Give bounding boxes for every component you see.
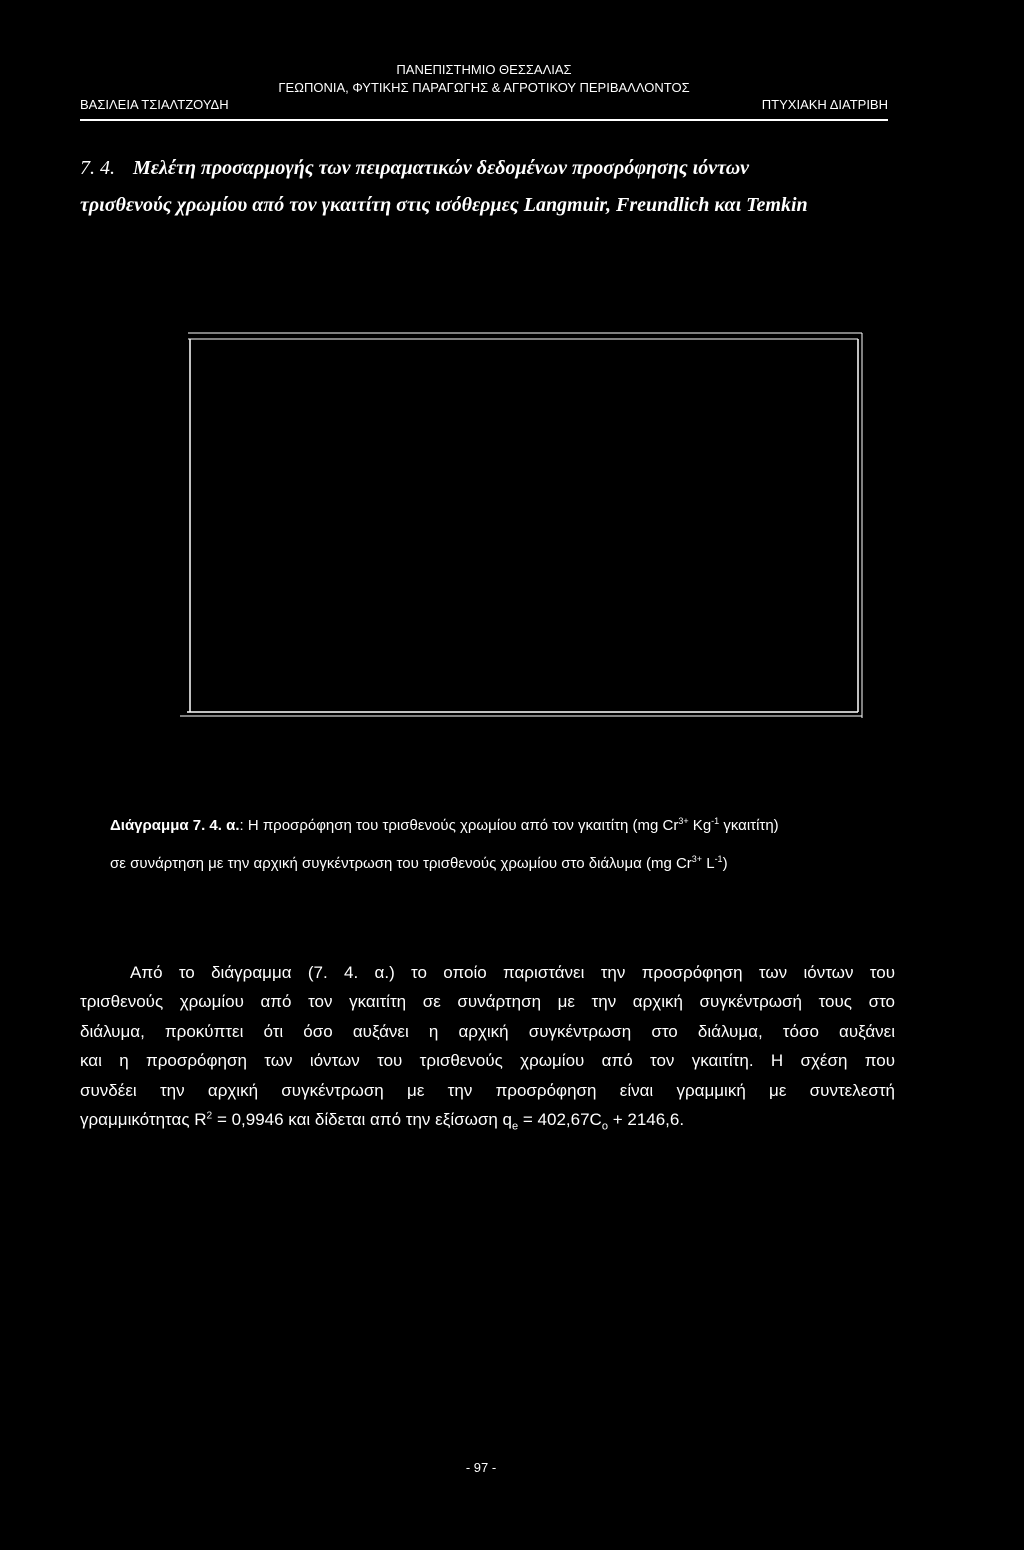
caption-text-2: Kg (688, 817, 712, 834)
figure-caption-line2 (110, 853, 910, 874)
caption-text-1: : Η προσρόφηση του τρισθενούς χρωμίου από τον γκαιτίτη (mg Cr (239, 817, 679, 834)
section-title-line1: Μελέτη προσαρμογής των πειραματικών δεδομένων προσρόφησης ιόντων (133, 157, 750, 179)
caption-sup-4: -1 (714, 854, 723, 864)
body-paragraph (80, 958, 895, 1134)
chart (0, 0, 1024, 760)
caption-sup-3: 3+ (691, 854, 703, 864)
paragraph-line: συνδέει την αρχική συγκέντρωση με την προσρόφηση είναι γραμμική με συντελεστή (80, 1080, 895, 1100)
caption-sup-2: -1 (711, 816, 720, 826)
eq-text-3: = 402,67C (518, 1110, 602, 1130)
header-university: ΠΑΝΕΠΙΣΤΗΜΙΟ ΘΕΣΣΑΛΙΑΣ (396, 62, 572, 77)
eq-text-1: γραμμικότητας R (80, 1110, 207, 1130)
eq-sub-2: o (601, 1120, 608, 1133)
caption-text-6: ) (722, 855, 728, 872)
section-title-line2: τρισθενούς χρωμίου από τον γκαιτίτη στις ισόθερμες Langmuir, Freundlich και Temkin (80, 194, 808, 216)
paragraph-line-equation (80, 1105, 895, 1134)
eq-sub-1: e (512, 1120, 519, 1133)
section-title-continued (80, 187, 890, 223)
paragraph-line: Από το διάγραμμα (7. 4. α.) το οποίο παριστάνει την προσρόφηση των ιόντων του (130, 963, 895, 982)
caption-text-5: L (702, 855, 715, 872)
paragraph-line: και η προσρόφηση των ιόντων του τρισθενούς χρωμίου από τον γκαιτίτη. Η σχέση που (80, 1051, 895, 1071)
eq-sup: 2 (206, 1110, 213, 1122)
eq-text-4: + 2146,6. (607, 1110, 685, 1130)
header-row (80, 97, 888, 113)
caption-text-3: γκαιτίτη) (719, 817, 779, 834)
caption-text-4: σε συνάρτηση με την αρχική συγκέντρωση του τρισθενούς χρωμίου στο διάλυμα (mg Cr (110, 855, 692, 872)
header-author: ΒΑΣΙΛΕΙΑ ΤΣΙΑΛΤΖΟΥΔΗ (80, 97, 229, 112)
section-number: 7. 4. (80, 157, 115, 179)
header-doc-type: ΠΤΥΧΙΑΚΗ ΔΙΑΤΡΙΒΗ (761, 97, 888, 112)
header-divider (80, 119, 888, 121)
page-number: - 97 - (465, 1460, 497, 1475)
eq-text-2: = 0,9946 και δίδεται από την εξίσωση q (212, 1110, 513, 1130)
section-title (80, 150, 890, 186)
paragraph-line: διάλυμα, προκύπτει ότι όσο αυξάνει η αρχική συγκέντρωση στο διάλυμα, τόσο αυξάνει (80, 1021, 895, 1041)
paragraph-line: τρισθενούς χρωμίου από τον γκαιτίτη σε συνάρτηση με την αρχική συγκέντρωσή τους στο (80, 992, 895, 1012)
caption-sup-1: 3+ (678, 816, 689, 826)
caption-label: Διάγραμμα 7. 4. α. (110, 817, 240, 834)
header-department: ΓΕΩΠΟΝΙΑ, ΦΥΤΙΚΗΣ ΠΑΡΑΓΩΓΗΣ & ΑΓΡΟΤΙΚΟΥ ΠΕΡΙΒΑΛΛΟΝΤΟΣ (278, 80, 690, 95)
figure-caption-line1 (110, 815, 910, 836)
